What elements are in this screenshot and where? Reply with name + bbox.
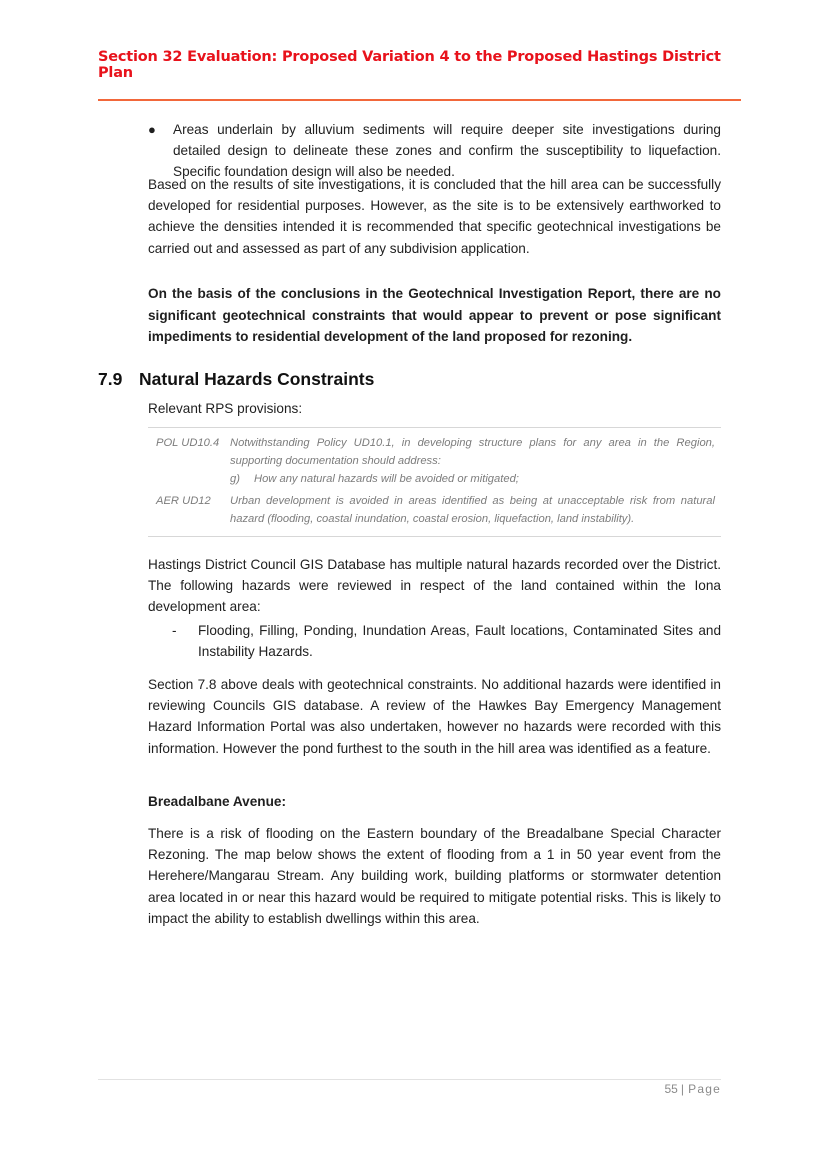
- paragraph-site-investigations: Based on the results of site investigations, it is concluded that the hill area can be successfully developed for residential purposes. However, as the site is to be extensively earthworked to achieve the densities intended it is recommended that specific geotechnical investigations be carried out and assessed as part of any subdivision application.: [148, 177, 721, 256]
- page-label: Page: [688, 1082, 721, 1096]
- paragraph-breadalbane-flooding: There is a risk of flooding on the Eastern boundary of the Breadalbane Special Character Rezoning. The map below shows the extent of flooding from a 1 in 50 year event from the Herehere/Mangarau Stream. Any building work, building platforms or stormwater detention area located in or near this hazard would be required to mitigate potential risks. This is likely to impact the ability to establish dwellings within this area.: [148, 826, 721, 926]
- paragraph-section-78: Section 7.8 above deals with geotechnical constraints. No additional hazards were identified in reviewing Councils GIS database. A review of the Hawkes Bay Emergency Management Hazard Information Portal was also undertaken, however no hazards were recorded with this information. However the pond furthest to the south in the hill area was identified as a feature.: [148, 677, 721, 756]
- page-separator: |: [680, 1082, 686, 1096]
- page-number: 55: [664, 1082, 678, 1096]
- page-number-footer: [664, 1082, 721, 1096]
- provision-row: [148, 492, 721, 528]
- dash-list-item: [172, 620, 721, 662]
- provision-code: AER UD12: [156, 495, 211, 507]
- section-heading: [98, 369, 374, 390]
- dash-item-text: Flooding, Filling, Ponding, Inundation Areas, Fault locations, Contaminated Sites and Instability Hazards.: [198, 623, 721, 660]
- bullet-icon: ●: [148, 122, 156, 137]
- dash-icon: -: [172, 623, 177, 638]
- bullet-text: Areas underlain by alluvium sediments will require deeper site investigations during detailed design to delineate these zones and confirm the susceptibility to liquefaction. Specific foundation design will also be needed.: [173, 122, 721, 180]
- subheading-breadalbane: Breadalbane Avenue:: [148, 794, 286, 809]
- paragraph-gis-database: Hastings District Council GIS Database has multiple natural hazards recorded over the District. The following hazards were reviewed in respect of the land contained within the Iona development area:: [148, 557, 721, 615]
- section-title: Natural Hazards Constraints: [139, 369, 375, 389]
- provision-subitem-text: How any natural hazards will be avoided or mitigated;: [254, 473, 519, 485]
- paragraph-geotechnical-conclusion: On the basis of the conclusions in the Geotechnical Investigation Report, there are no significant geotechnical constraints that would appear to prevent or pose significant impediments to residential development of the land proposed for rezoning.: [148, 286, 721, 345]
- provision-text: Notwithstanding Policy UD10.1, in developing structure plans for any area in the Region, supporting documentation should address:: [230, 437, 715, 467]
- provision-row: [148, 434, 721, 488]
- footer-rule: [98, 1079, 721, 1080]
- provision-text: Urban development is avoided in areas identified as being at unacceptable risk from natural hazard (flooding, coastal inundation, coastal erosion, liquefaction, land instability).: [230, 495, 715, 525]
- provision-subitem: [230, 470, 715, 488]
- rps-provisions-label: Relevant RPS provisions:: [148, 401, 303, 416]
- provisions-table: [148, 427, 721, 537]
- page-header-title: Section 32 Evaluation: Proposed Variation 4 to the Proposed Hastings District Plan: [98, 49, 721, 81]
- provision-subitem-letter: g): [230, 473, 240, 485]
- provision-code: POL UD10.4: [156, 437, 220, 449]
- section-number: 7.9: [98, 369, 123, 389]
- header-rule: [98, 99, 741, 101]
